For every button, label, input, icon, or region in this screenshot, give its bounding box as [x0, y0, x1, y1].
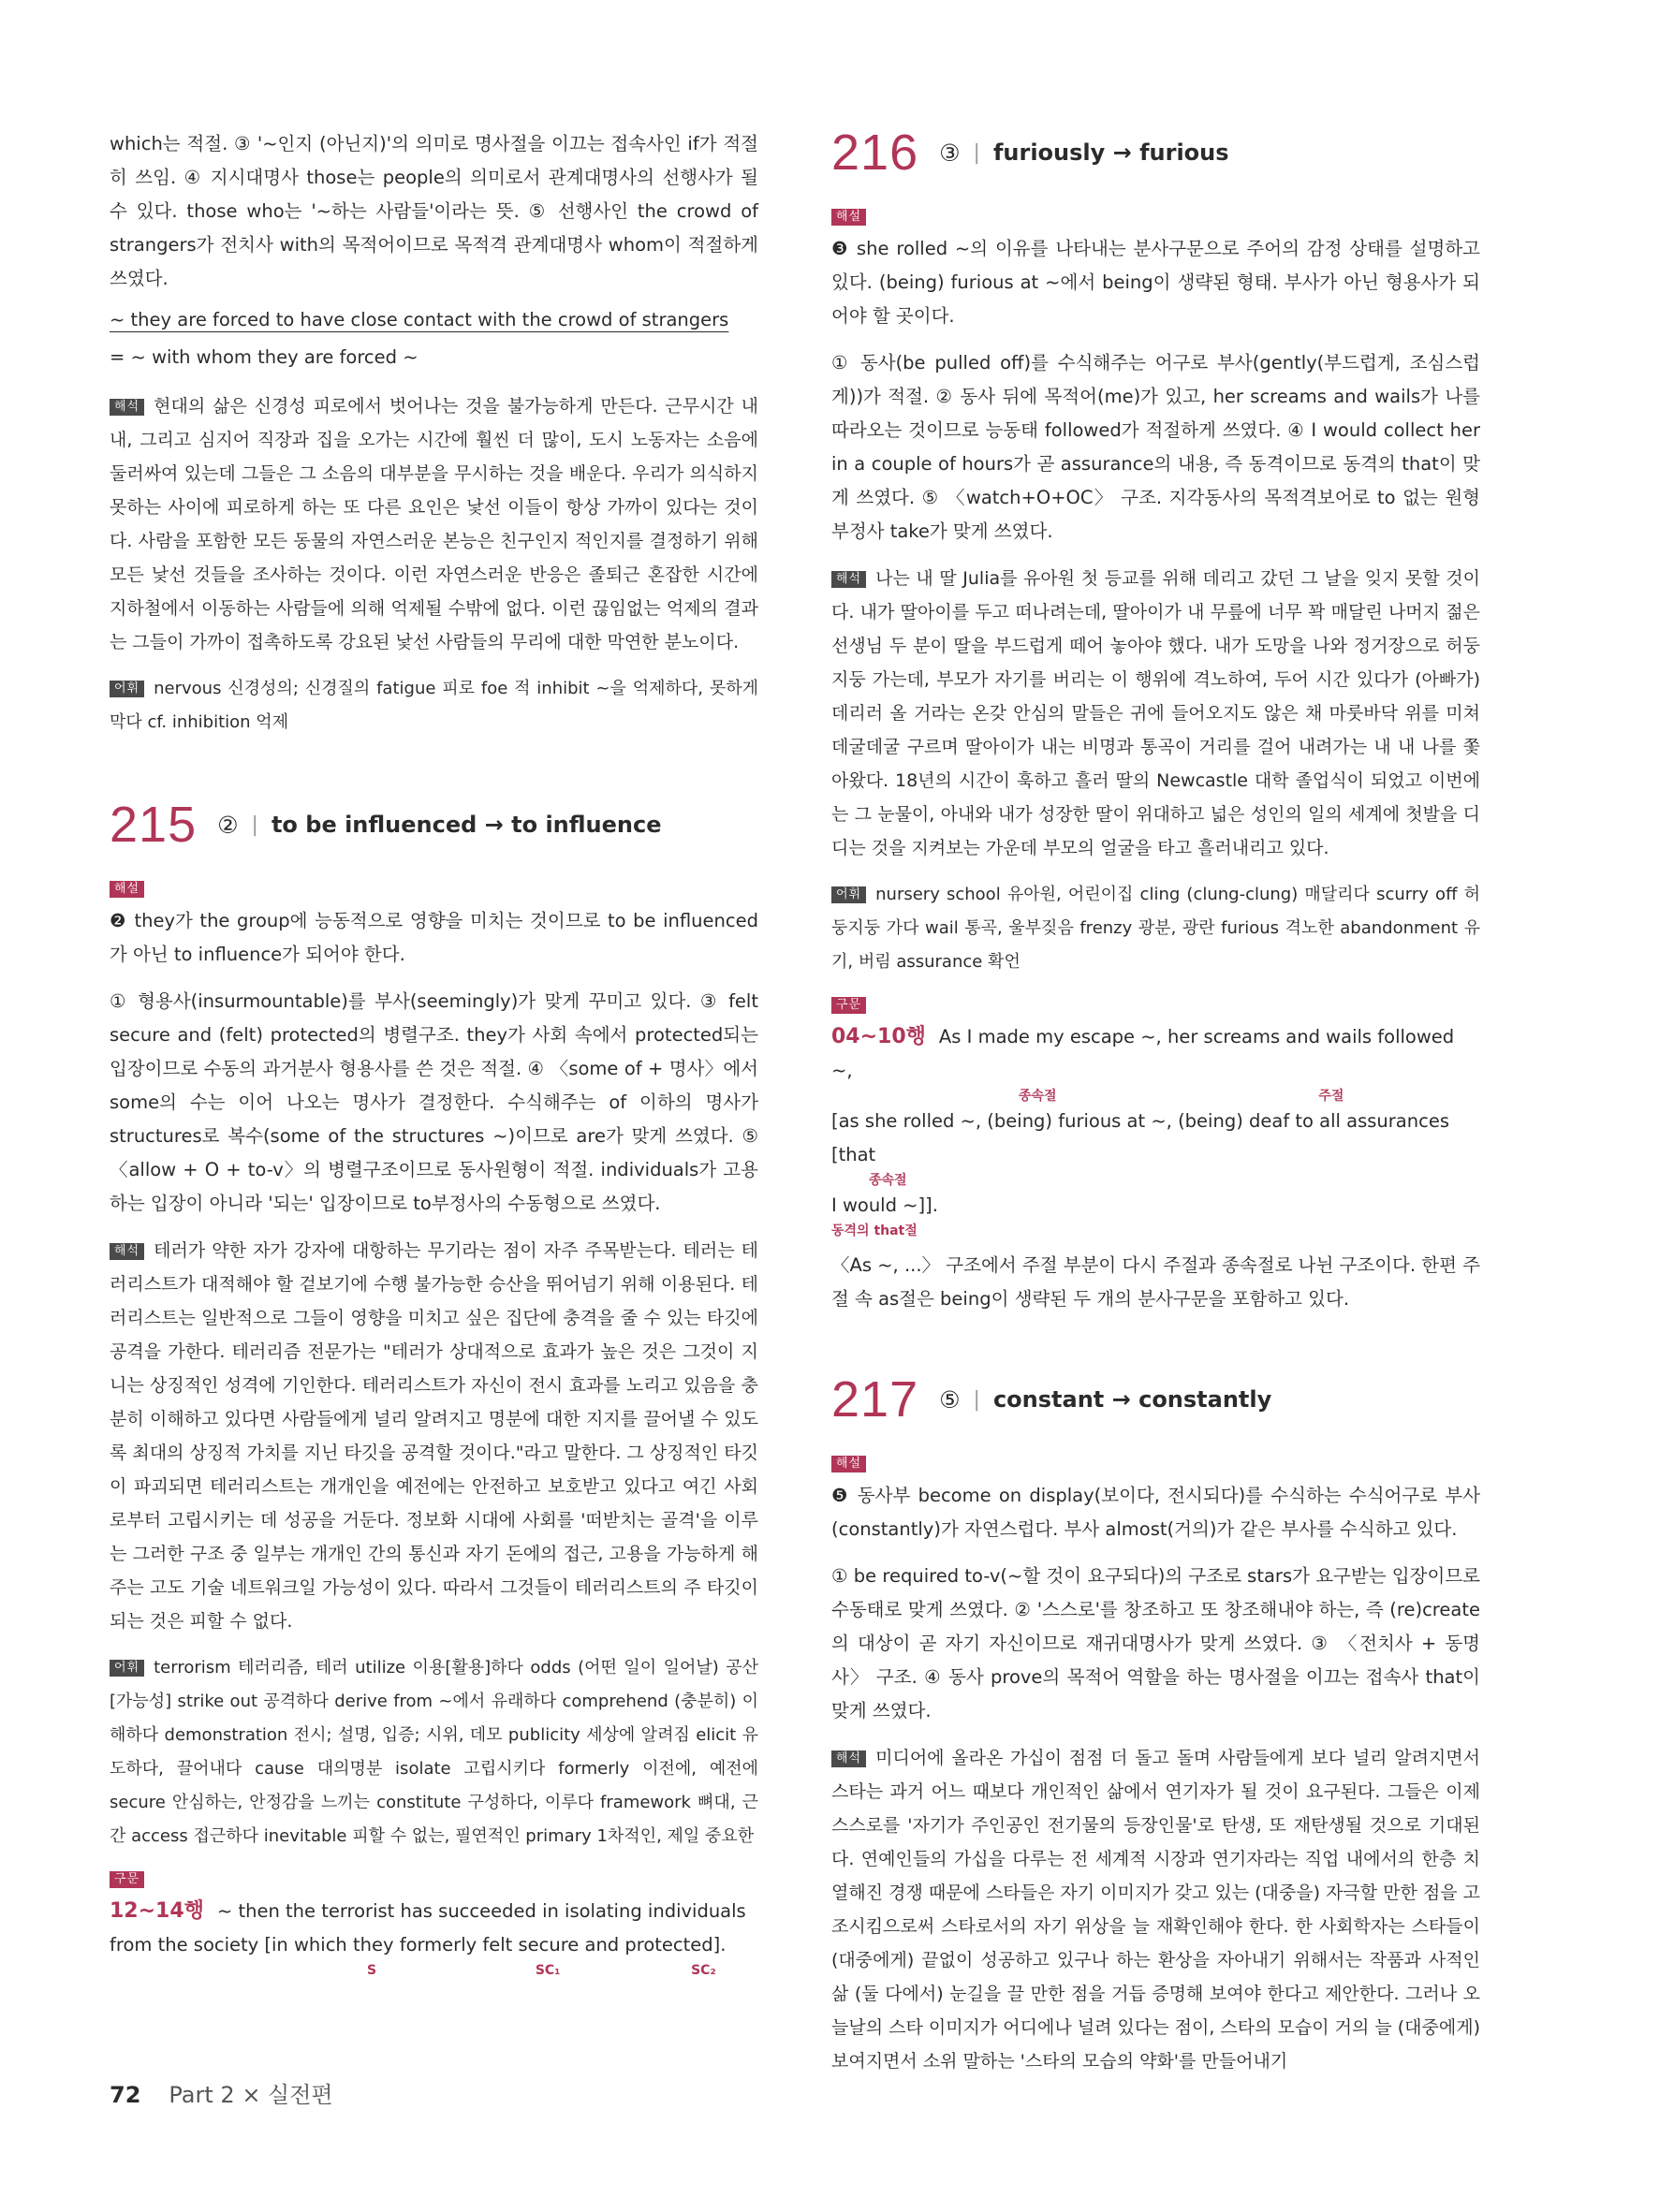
complement-1-note: SC₁	[535, 1963, 561, 1978]
intro-paragraph: which는 적절. ③ '~인지 (아닌지)'의 의미로 명사절을 이끄는 접속사인 if가 적절히 쓰임. ④ 지시대명사 those는 people의 의미로서 관계대명사의 선행사가 될 수 있다. those who는 '~하는 사람들'이라는 뜻. ⑤ 선행사인 the crowd of strangers가 전치사 with의 목적어이므로 목적격 관계대명사 whom이 적절하게 쓰였다.	[110, 133, 758, 289]
question-number: 215	[110, 797, 198, 853]
explanation-paragraph-1: ❺ 동사부 become on display(보이다, 전시되다)를 수식하는 수식어구로 부사(constantly)가 자연스럽다. 부사 almost(거의)가 같은 부사를 수식하고 있다.	[831, 1485, 1480, 1540]
correction-title: constant → constantly	[992, 1386, 1272, 1413]
explanation-paragraph-1: ❷ they가 the group에 능동적으로 영향을 미치는 것이므로 to be influenced가 아닌 to influence가 되어야 한다.	[110, 910, 758, 965]
translation-block	[831, 562, 1480, 865]
translation-text: 나는 내 딸 Julia를 유아원 첫 등교를 위해 데리고 갔던 그 날을 잊지 못할 것이다. 내가 딸아이를 두고 떠나려는데, 딸아이가 내 무릎에 너무 꽉 매달린 나머지 젊은 선생님 두 분이 딸을 부드럽게 떼어 놓아야 했다. 내가 도망을 나와 정거장으로 허둥지둥 가는데, 부모가 자기를 버리는 이 행위에 격노하여, 두어 시간 있다가 (아빠가) 데리러 올 거라는 온갖 안심의 말들은 귀에 들어오지도 않은 채 마룻바닥 위를 미쳐 데굴데굴 구르며 딸아이가 내는 비명과 통곡이 거리를 걸어 내려가는 내 내 나를 쫓아왔다. 18년의 시간이 훅하고 흘러 딸의 Newcastle 대학 졸업식이 되었고 이번에는 그 눈물이, 아내와 내가 성장한 딸이 위대하고 넓은 성인의 일의 세계에 첫발을 디디는 것을 지켜보는 가운데 부모의 얼굴을 타고 흘러내리고 있다.	[831, 568, 1480, 858]
page-footer	[110, 2076, 333, 2109]
subject-note: S	[367, 1963, 377, 1978]
answer-choice: ②	[217, 811, 239, 839]
intro-example-1: ~ they are forced to have close contact with the crowd of strangers	[110, 309, 729, 330]
structure-notes-3: 동격의 that절	[831, 1223, 918, 1238]
vocab-text: nervous 신경성의; 신경질의 fatigue 피로 foe 적 inhibit ~을 억제하다, 못하게 막다 cf. inhibition 억제	[110, 679, 758, 732]
question-217-header	[831, 1367, 1480, 1432]
explanation-paragraph-2: ① be required to-v(~할 것이 요구되다)의 구조로 stars가 요구받는 입장이므로 수동태로 맞게 쓰였다. ② '스스로'를 창조하고 또 창조해내야 하는, 즉 (re)create의 대상이 곧 자기 자신이므로 재귀대명사가 맞게 쓰였다. ③ 〈전치사 + 동명사〉 구조. ④ 동사 prove의 목적어 역할을 하는 명사절을 이끄는 접속사 that이 맞게 쓰였다.	[831, 1565, 1480, 1721]
vocab-text: nursery school 유아원, 어린이집 cling (clung-clung) 매달리다 scurry off 허둥지둥 가다 wail 통곡, 울부짖음 frenzy 광분, 광란 furious 격노한 abandonment 유기, 버림 assurance 확언	[831, 885, 1480, 972]
left-column	[110, 127, 758, 1979]
translation-label: 해석	[831, 1751, 866, 1767]
vocab-label: 어휘	[831, 886, 866, 903]
question-216-header	[831, 120, 1480, 185]
translation-block	[110, 1234, 758, 1638]
part-label: Part 2 × 실전편	[169, 2082, 333, 2108]
structure-tag: 구문	[110, 1871, 144, 1888]
page-number: 72	[110, 2082, 141, 2108]
translation-block	[110, 389, 758, 659]
structure-explanation: 〈As ~, ...〉 구조에서 주절 부분이 다시 주절과 종속절로 나뉜 구조이다. 한편 주절 속 as절은 being이 생략된 두 개의 분사구문을 포함하고 있다.	[831, 1254, 1480, 1310]
structure-tag: 구문	[831, 997, 866, 1014]
line-range: 04~10행	[831, 1025, 926, 1048]
vocab-label: 어휘	[110, 681, 144, 697]
translation-label: 해석	[110, 1243, 144, 1260]
structure-notes-1: 종속절 주절	[1019, 1089, 1344, 1104]
question-number: 216	[831, 125, 919, 181]
correction-title: to be influenced → to influence	[271, 812, 662, 838]
answer-choice: ⑤	[939, 1385, 961, 1414]
question-number: 217	[831, 1371, 919, 1428]
separator: |	[973, 1387, 980, 1412]
translation-label: 해석	[831, 571, 866, 588]
explanation-paragraph-1: ❸ she rolled ~의 이유를 나타내는 분사구문으로 주어의 감정 상태를 설명하고 있다. (being) furious at ~에서 being이 생략된 형태. 부사가 아닌 형용사가 되어야 할 곳이다.	[831, 238, 1480, 327]
separator: |	[973, 140, 980, 165]
answer-choice: ③	[939, 139, 961, 167]
intro-example-2: = ~ with whom they are forced ~	[110, 346, 418, 368]
explanation-tag: 해설	[831, 1456, 866, 1472]
explanation-tag: 해설	[831, 209, 866, 226]
explanation-paragraph-2: ① 형용사(insurmountable)를 부사(seemingly)가 맞게 꾸미고 있다. ③ felt secure and (felt) protected의 병렬구조. they가 사회 속에서 protected되는 입장이므로 수동의 과거분사 형용사를 쓴 것은 적절. ④ 〈some of + 명사〉에서 some의 수는 이어 나오는 명사가 결정한다. 수식해주는 of 이하의 명사가 structures로 복수(some of the structures ~)이므로 are가 맞게 쓰였다. ⑤ 〈allow + O + to-v〉의 병렬구조이므로 동사원형이 적절. individuals가 고용하는 입장이 아니라 '되는' 입장이므로 to부정사의 수동형으로 쓰였다.	[110, 990, 758, 1214]
translation-block	[831, 1741, 1480, 2078]
translation-label: 해석	[110, 399, 144, 416]
vocab-text: terrorism 테러리즘, 테러 utilize 이용[활용]하다 odds (어떤 일이 일어날) 공산[가능성] strike out 공격하다 derive from ~에서 유래하다 comprehend (충분히) 이해하다 demonstration 전시; 설명, 입증; 시위, 데모 publicity 세상에 알려짐 elicit 유도하다, 끌어내다 cause 대의명분 isolate 고립시키다 formerly 이전에, 예전에 secure 안심하는, 안정감을 느끼는 constitute 구성하다, 이루다 framework 뼈대, 근간 access 접근하다 inevitable 피할 수 없는, 필연적인 primary 1차적인, 제일 중요한	[110, 1658, 758, 1846]
structure-line-2: from the society [in which they formerly felt secure and protected].	[110, 1934, 727, 1956]
vocab-block	[831, 878, 1480, 979]
structure-notes-2: 종속절	[869, 1173, 907, 1188]
structure-line-1: 12~14행 ~ then the terrorist has succeeded in isolating individuals	[110, 1899, 746, 1923]
explanation-tag: 해설	[110, 881, 144, 898]
separator: |	[251, 813, 258, 837]
question-215-header	[110, 792, 758, 857]
complement-2-note: SC₂	[691, 1963, 716, 1978]
explanation-paragraph-2: ① 동사(be pulled off)를 수식해주는 어구로 부사(gently(부드럽게, 조심스럽게))가 적절. ② 동사 뒤에 목적어(me)가 있고, her screams and wails가 나를 따라오는 것이므로 능동태 followed가 적절하게 쓰였다. ④ I would collect her in a couple of hours가 곧 assurance의 내용, 즉 동격이므로 동격의 that이 맞게 쓰였다. ⑤ 〈watch+O+OC〉 구조. 지각동사의 목적격보어로 to 없는 원형부정사 take가 맞게 쓰였다.	[831, 352, 1480, 542]
vocab-block	[110, 672, 758, 740]
structure-line-1: 04~10행 As I made my escape ~, her screams and wails followed ~,	[831, 1025, 1455, 1081]
structure-line-3: I would ~]].	[831, 1194, 938, 1216]
structure-notes	[110, 1962, 758, 1979]
vocab-label: 어휘	[110, 1660, 144, 1677]
correction-title: furiously → furious	[992, 139, 1229, 166]
line-range: 12~14행	[110, 1899, 204, 1923]
vocab-block	[110, 1651, 758, 1853]
right-column	[831, 127, 1480, 2091]
translation-text: 테러가 약한 자가 강자에 대항하는 무기라는 점이 자주 주목받는다. 테러는 테러리스트가 대적해야 할 겉보기에 수행 불가능한 승산을 뛰어넘기 위해 이용된다. 테러리스트는 일반적으로 그들이 영향을 미치고 싶은 집단에 충격을 줄 수 있는 타깃에 공격을 가한다. 테러리즘 전문가는 "테러가 상대적으로 효과가 높은 것은 그것이 지니는 상징적인 성격에 기인한다. 테러리스트가 자신이 전시 효과를 노리고 있음을 충분히 이해하고 있다면 사람들에게 널리 알려지고 명분에 대한 지지를 끌어낼 수 있도록 최대의 상징적 가치를 지닌 타깃을 공격할 것이다."라고 말한다. 그 상징적인 타깃이 파괴되면 테러리스트는 개개인을 예전에는 안전하고 보호받고 있다고 여긴 사회로부터 고립시키는 데 성공을 거둔다. 정보화 시대에 사회를 '떠받치는 골격'을 이루는 그러한 구조 중 일부는 개개인 간의 통신과 자기 돈에의 접근, 고용을 가능하게 해주는 고도 기술 네트워크일 가능성이 있다. 따라서 그것들이 테러리스트의 주 타깃이 되는 것은 피할 수 없다.	[110, 1240, 758, 1632]
translation-text: 현대의 삶은 신경성 피로에서 벗어나는 것을 불가능하게 만든다. 근무시간 내내, 그리고 심지어 직장과 집을 오가는 시간에 훨씬 더 많이, 도시 노동자는 소음에 둘러싸여 있는데 그들은 그 소음의 대부분을 무시하는 것을 배운다. 우리가 의식하지 못하는 사이에 피로하게 하는 또 다른 요인은 낯선 이들이 항상 가까이 있다는 것이다. 사람을 포함한 모든 동물의 자연스러운 본능은 친구인지 적인지를 결정하기 위해 모든 낯선 것들을 조사하는 것이다. 이런 자연스러운 반응은 졸퇴근 혼잡한 시간에 지하철에서 이동하는 사람들에 의해 억제될 수밖에 없다. 이런 끊임없는 억제의 결과는 그들이 가까이 접촉하도록 강요된 낯선 사람들의 무리에 대한 막연한 분노이다.	[110, 396, 758, 652]
translation-text: 미디어에 올라온 가십이 점점 더 돌고 돌며 사람들에게 보다 널리 알려지면서 스타는 과거 어느 때보다 개인적인 삶에서 연기자가 될 것이 요구된다. 그들은 이제 스스로를 '자기가 주인공인 전기물의 등장인물'로 탄생, 또 재탄생될 것으로 기대된다. 연예인들의 가십을 다루는 전 세계적 시장과 연기자라는 직업 내에서의 한층 치열해진 경쟁 때문에 스타들은 자기 이미지가 갖고 있는 (대중을) 자극할 만한 점을 고조시킴으로써 스타로서의 자기 위상을 늘 재확인해야 한다. 한 사회학자는 스타들이 (대중에게) 끝없이 성공하고 있구나 하는 환상을 자아내기 위해서는 작품과 사적인 삶 (둘 다에서) 눈길을 끌 만한 점을 거듭 증명해 보여야 한다고 제안한다. 그러나 오늘날의 스타 이미지가 어디에나 널려 있다는 점이, 스타의 모습이 거의 늘 (대중에게) 보여지면서 소위 말하는 '스타의 모습의 약화'를 만들어내기	[831, 1748, 1480, 2072]
structure-line-2: [as she rolled ~, (being) furious at ~, (being) deaf to all assurances [that	[831, 1110, 1449, 1165]
